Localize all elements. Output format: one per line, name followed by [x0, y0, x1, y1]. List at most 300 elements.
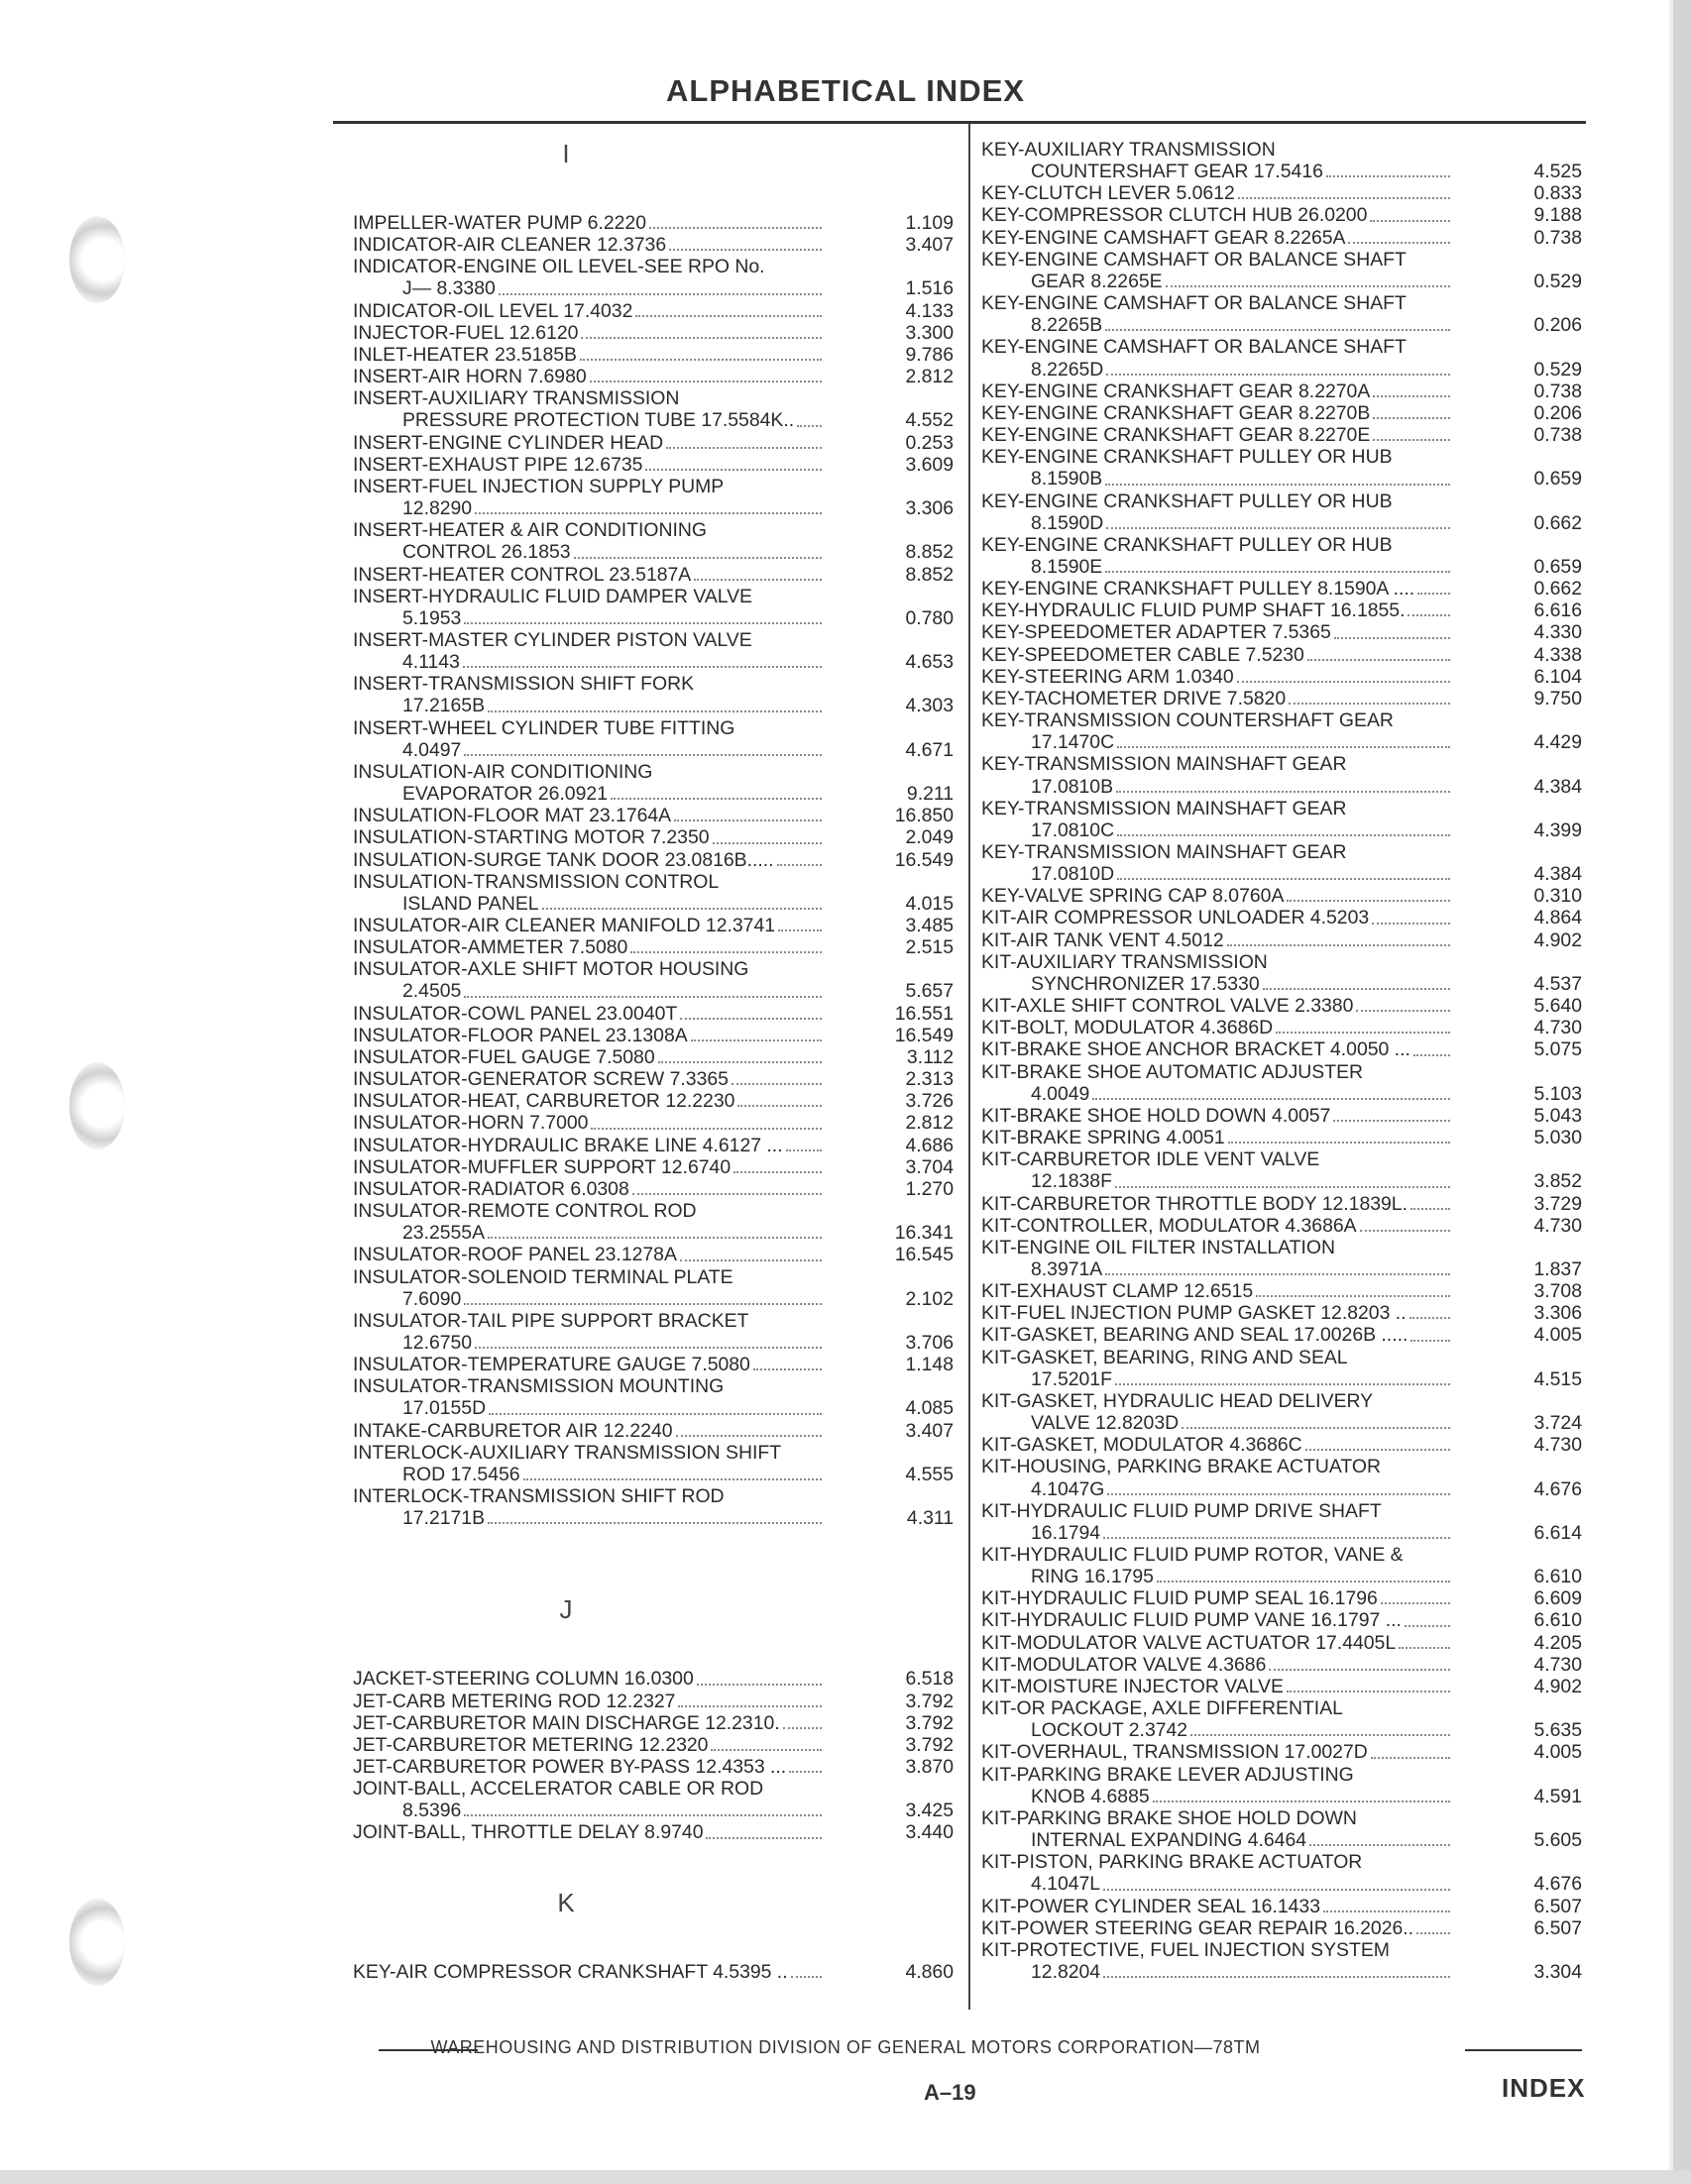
entry-text-box: [981, 1302, 1450, 1324]
dot-leader: [1309, 1844, 1450, 1846]
dot-leader: [464, 1814, 822, 1816]
entry-text: 23.2555A: [402, 1222, 486, 1245]
entry-reference: 3.870: [905, 1756, 954, 1778]
entry-text-box: [353, 1068, 822, 1090]
dot-leader: [1105, 484, 1450, 486]
index-entry: [353, 300, 954, 322]
entry-reference: 8.852: [905, 563, 954, 586]
entry-text: INSULATION-STARTING MOTOR 7.2350: [353, 826, 710, 849]
dot-leader: [797, 425, 822, 427]
dot-leader: [581, 337, 822, 339]
index-entry: [981, 1500, 1582, 1522]
entry-text: KEY-TRANSMISSION COUNTERSHAFT GEAR: [981, 710, 1394, 732]
entry-text-box: [353, 980, 822, 1002]
entry-reference: 2.515: [905, 936, 954, 959]
index-entry: [981, 556, 1582, 578]
index-entry: [981, 1676, 1582, 1697]
dot-leader: [475, 512, 822, 514]
entry-text-box: [981, 1829, 1450, 1851]
entry-text-box: [353, 1288, 822, 1310]
entry-text-box: [353, 1691, 822, 1712]
dot-leader: [635, 315, 822, 317]
entry-text-box: [353, 1485, 822, 1507]
dot-leader: [1409, 1317, 1450, 1319]
entry-reference: 3.609: [905, 453, 954, 476]
dot-leader: [669, 249, 822, 251]
entry-reference: 0.253: [905, 431, 954, 454]
entry-reference: 16.545: [894, 1244, 954, 1266]
index-entry: [353, 915, 954, 936]
entry-reference: 6.104: [1533, 665, 1582, 688]
dot-leader: [713, 842, 822, 844]
entry-text: KEY-TRANSMISSION MAINSHAFT GEAR: [981, 841, 1347, 863]
dot-leader: [1105, 1273, 1450, 1275]
index-entry: [353, 234, 954, 256]
entry-reference: 4.338: [1533, 643, 1582, 666]
index-entry: [353, 1003, 954, 1025]
entry-reference: 4.205: [1533, 1631, 1582, 1654]
entry-reference: 3.304: [1533, 1960, 1582, 1983]
dot-leader: [1103, 1537, 1450, 1539]
entry-text-box: [353, 1200, 822, 1222]
index-entry: [981, 424, 1582, 446]
entry-text-box: [353, 1266, 822, 1288]
entry-text: KIT-HYDRAULIC FLUID PUMP VANE 16.1797 ...: [981, 1609, 1402, 1632]
entry-text-box: [353, 893, 822, 915]
entry-text-box: [981, 1764, 1450, 1786]
dot-leader: [1237, 681, 1450, 683]
entry-text-box: [981, 600, 1450, 621]
index-entry: [981, 468, 1582, 490]
index-entry: [981, 578, 1582, 600]
index-entry: [353, 1778, 954, 1800]
entry-text-box: [981, 1170, 1450, 1192]
dot-leader: [1372, 923, 1450, 925]
entry-reference: 6.616: [1533, 600, 1582, 622]
entry-text-box: [353, 1778, 822, 1800]
entry-text: KIT-MODULATOR VALVE 4.3686: [981, 1653, 1267, 1676]
entry-text-box: [353, 958, 822, 980]
dot-leader: [1413, 1054, 1450, 1056]
entry-text-box: [353, 1420, 822, 1442]
index-entry: [353, 1756, 954, 1778]
dot-leader: [1238, 197, 1450, 199]
dot-leader: [1334, 637, 1450, 639]
entry-text: KEY-ENGINE CRANKSHAFT PULLEY OR HUB: [981, 490, 1393, 512]
entry-text: INJECTOR-FUEL 12.6120: [353, 321, 579, 344]
index-entry: [353, 1222, 954, 1244]
entry-text-box: [981, 1258, 1450, 1280]
entry-reference: 4.676: [1533, 1477, 1582, 1500]
entry-text: INTERNAL EXPANDING 4.6464: [1031, 1829, 1307, 1852]
index-entry: [981, 227, 1582, 249]
dot-leader: [1107, 1493, 1450, 1495]
index-entry: [981, 841, 1582, 863]
entry-reference: 3.440: [905, 1821, 954, 1844]
dot-leader: [574, 557, 822, 559]
dot-leader: [591, 1128, 822, 1130]
entry-reference: 16.549: [894, 848, 954, 871]
entry-reference: 1.109: [905, 212, 954, 234]
entry-text-box: [981, 819, 1450, 841]
entry-reference: 0.738: [1533, 226, 1582, 249]
entry-text: IMPELLER-WATER PUMP 6.2220: [353, 212, 646, 234]
entry-reference: 0.529: [1533, 270, 1582, 292]
entry-text: INSULATOR-FLOOR PANEL 23.1308A: [353, 1024, 688, 1046]
entry-text: ISLAND PANEL: [402, 892, 539, 915]
index-entry: [353, 1156, 954, 1178]
entry-reference: 16.549: [894, 1024, 954, 1046]
index-entry: [981, 1522, 1582, 1544]
index-entry: [981, 1193, 1582, 1215]
dot-leader: [1182, 1427, 1450, 1429]
entry-reference: 0.529: [1533, 358, 1582, 381]
entry-text-box: [353, 761, 822, 783]
entry-text-box: [981, 731, 1450, 753]
dot-leader: [464, 622, 822, 624]
entry-text: 8.1590B: [1031, 468, 1103, 491]
entry-text-box: [353, 1178, 822, 1200]
dot-leader: [706, 1837, 822, 1839]
entry-text: INSULATOR-HORN 7.7000: [353, 1112, 589, 1135]
dot-leader: [697, 1684, 822, 1686]
entry-reference: 4.005: [1533, 1741, 1582, 1764]
entry-text-box: [981, 621, 1450, 643]
entry-text: J— 8.3380: [402, 277, 496, 300]
index-entry: [353, 1442, 954, 1464]
entry-reference: 6.507: [1533, 1895, 1582, 1917]
entry-text: 4.0497: [402, 738, 462, 761]
index-entry: [981, 1917, 1582, 1939]
entry-text: KEY-ENGINE CAMSHAFT GEAR 8.2265A: [981, 226, 1346, 249]
entry-text: 5.1953: [402, 606, 462, 629]
entry-text-box: [981, 1719, 1450, 1741]
entry-text: KIT-PARKING BRAKE LEVER ADJUSTING: [981, 1763, 1354, 1786]
entry-text-box: [353, 1310, 822, 1332]
entry-text-box: [353, 1712, 822, 1734]
index-entry: [353, 607, 954, 629]
index-entry: [353, 1244, 954, 1265]
index-entry: [353, 1464, 954, 1485]
entry-reference: 4.676: [1533, 1873, 1582, 1896]
index-entry: [981, 1368, 1582, 1390]
index-entry: [353, 1375, 954, 1397]
entry-text-box: [353, 387, 822, 409]
entry-text: KIT-BRAKE SHOE ANCHOR BRACKET 4.0050 ...: [981, 1038, 1410, 1061]
entry-text: KIT-HYDRAULIC FLUID PUMP SEAL 16.1796: [981, 1587, 1378, 1610]
dot-leader: [1348, 242, 1450, 244]
index-entry: [981, 1764, 1582, 1786]
entry-text: INSERT-AUXILIARY TRANSMISSION: [353, 387, 680, 410]
entry-text: 16.1794: [1031, 1521, 1101, 1544]
section-letter-i: I: [562, 139, 570, 168]
entry-text: KEY-ENGINE CRANKSHAFT PULLEY OR HUB: [981, 533, 1393, 556]
entry-text-box: [981, 1851, 1450, 1873]
entry-text: KEY-COMPRESSOR CLUTCH HUB 26.0200: [981, 204, 1368, 227]
entry-reference: 3.792: [905, 1711, 954, 1734]
entry-text: INTERLOCK-TRANSMISSION SHIFT ROD: [353, 1485, 725, 1508]
entry-text-box: [981, 1237, 1450, 1258]
entry-text-box: [981, 1412, 1450, 1434]
index-entry: [981, 182, 1582, 204]
index-entry: [981, 819, 1582, 841]
dot-leader: [680, 1259, 822, 1261]
dot-leader: [1105, 571, 1450, 573]
entry-text: INTERLOCK-AUXILIARY TRANSMISSION SHIFT: [353, 1441, 782, 1464]
dot-leader: [1410, 1340, 1450, 1342]
entry-text-box: [353, 541, 822, 563]
entry-text: 2.4505: [402, 980, 462, 1003]
index-entry: [353, 1046, 954, 1068]
entry-text: INDICATOR-AIR CLEANER 12.3736: [353, 234, 667, 257]
index-entry: [353, 958, 954, 980]
entry-text-box: [981, 644, 1450, 666]
entry-text: INSULATION-TRANSMISSION CONTROL: [353, 870, 720, 893]
index-entry: [981, 512, 1582, 534]
entry-reference: 9.211: [906, 783, 954, 806]
entry-text: INDICATOR-OIL LEVEL 17.4032: [353, 299, 633, 322]
dot-leader: [711, 1749, 822, 1751]
index-entry: [353, 1668, 954, 1690]
index-entry: [353, 277, 954, 299]
entry-text-box: [981, 1500, 1450, 1522]
index-entry: [353, 387, 954, 409]
entry-reference: 5.640: [1533, 995, 1582, 1018]
entry-text-box: [353, 1046, 822, 1068]
index-entry: [353, 1397, 954, 1419]
entry-text: KIT-HOUSING, PARKING BRAKE ACTUATOR: [981, 1456, 1381, 1478]
entry-text-box: [981, 1917, 1450, 1939]
entry-reference: 6.610: [1533, 1566, 1582, 1588]
entry-text: KIT-BOLT, MODULATOR 4.3686D: [981, 1017, 1274, 1039]
index-entry: [981, 1258, 1582, 1280]
dot-leader: [1370, 220, 1450, 222]
index-list-i: [353, 212, 954, 1529]
entry-reference: 4.902: [1533, 1675, 1582, 1697]
entry-text-box: [353, 586, 822, 607]
dot-leader: [1227, 944, 1450, 946]
index-entry: [981, 863, 1582, 885]
entry-reference: 4.730: [1533, 1017, 1582, 1039]
entry-text-box: [981, 1390, 1450, 1412]
entry-text-box: [981, 359, 1450, 381]
entry-text: KIT-PROTECTIVE, FUEL INJECTION SYSTEM: [981, 1938, 1390, 1961]
entry-text: INSULATION-SURGE TANK DOOR 23.0816B.....: [353, 848, 774, 871]
footer-rule-right: [1465, 2049, 1582, 2051]
entry-text: KIT-BRAKE SHOE AUTOMATIC ADJUSTER: [981, 1060, 1364, 1083]
index-entry: [353, 1068, 954, 1090]
entry-text-box: [981, 578, 1450, 600]
entry-text: 4.0049: [1031, 1082, 1090, 1105]
entry-text-box: [981, 798, 1450, 819]
entry-text: INSULATOR-TEMPERATURE GAUGE 7.5080: [353, 1354, 750, 1376]
dot-leader: [1157, 1581, 1450, 1583]
index-list-k: [353, 1961, 954, 1983]
entry-text: 8.1590E: [1031, 555, 1103, 578]
dot-leader: [1326, 175, 1450, 177]
entry-reference: 5.635: [1533, 1719, 1582, 1742]
entry-reference: 0.659: [1533, 555, 1582, 578]
entry-text: PRESSURE PROTECTION TUBE 17.5584K..: [402, 409, 795, 432]
dot-leader: [1371, 1757, 1450, 1759]
dot-leader: [680, 1018, 822, 1020]
entry-text-box: [353, 1375, 822, 1397]
dot-leader: [1228, 1142, 1450, 1144]
entry-text: 4.1047L: [1031, 1873, 1101, 1896]
dot-leader: [1417, 593, 1450, 595]
index-entry: [981, 359, 1582, 381]
entry-reference: 2.049: [905, 826, 954, 849]
dot-leader: [542, 908, 822, 910]
dot-leader: [1289, 703, 1450, 705]
dot-leader: [676, 1435, 822, 1437]
entry-text: 7.6090: [402, 1287, 462, 1310]
index-list-k-continued: [981, 139, 1582, 1983]
entry-text: SYNCHRONIZER 17.5330: [1031, 972, 1260, 995]
entry-text: KIT-HYDRAULIC FLUID PUMP ROTOR, VANE &: [981, 1544, 1404, 1566]
entry-reference: 2.313: [905, 1068, 954, 1091]
entry-reference: 5.657: [905, 980, 954, 1003]
entry-text-box: [981, 1456, 1450, 1477]
index-entry: [981, 600, 1582, 621]
entry-text-box: [353, 564, 822, 586]
entry-text: INSULATOR-MUFFLER SUPPORT 12.6740: [353, 1155, 732, 1178]
entry-text: KIT-PISTON, PARKING BRAKE ACTUATOR: [981, 1851, 1363, 1874]
entry-text: KEY-TRANSMISSION MAINSHAFT GEAR: [981, 797, 1347, 819]
section-letter-j: J: [559, 1594, 573, 1625]
index-entry: [353, 1332, 954, 1354]
entry-text-box: [981, 1632, 1450, 1654]
entry-text: INSULATOR-TAIL PIPE SUPPORT BRACKET: [353, 1309, 749, 1332]
index-entry: [981, 666, 1582, 688]
entry-reference: 1.148: [905, 1354, 954, 1376]
entry-reference: 4.133: [905, 299, 954, 322]
entry-text-box: [981, 161, 1450, 182]
entry-text: KIT-EXHAUST CLAMP 12.6515: [981, 1280, 1254, 1303]
entry-text: KNOB 4.6885: [1031, 1785, 1150, 1807]
index-entry: [981, 314, 1582, 336]
index-entry: [353, 1691, 954, 1712]
entry-text-box: [353, 344, 822, 366]
entry-text: INSULATOR-HEAT, CARBURETOR 12.2230: [353, 1090, 735, 1113]
entry-text: KIT-CARBURETOR THROTTLE BODY 12.1839L.: [981, 1192, 1408, 1215]
entry-text-box: [353, 1800, 822, 1821]
dot-leader: [777, 864, 822, 866]
entry-text-box: [353, 1464, 822, 1485]
index-entry: [353, 629, 954, 651]
entry-text-box: [353, 1734, 822, 1756]
entry-text-box: [981, 424, 1450, 446]
dot-leader: [1360, 1230, 1450, 1232]
entry-text-box: [981, 271, 1450, 292]
index-entry: [353, 1821, 954, 1843]
entry-text: KIT-GASKET, BEARING, RING AND SEAL: [981, 1346, 1348, 1368]
entry-reference: 6.507: [1533, 1916, 1582, 1939]
entry-text: JOINT-BALL, THROTTLE DELAY 8.9740: [353, 1821, 704, 1844]
entry-text-box: [981, 1347, 1450, 1368]
entry-text-box: [353, 826, 822, 848]
entry-text-box: [981, 227, 1450, 249]
entry-reference: 4.730: [1533, 1214, 1582, 1237]
entry-text: KEY-HYDRAULIC FLUID PUMP SHAFT 16.1855.: [981, 600, 1406, 622]
entry-text: KIT-AXLE SHIFT CONTROL VALVE 2.3380: [981, 995, 1354, 1018]
index-entry: [981, 951, 1582, 973]
dot-leader: [1305, 1449, 1450, 1451]
dot-leader: [1103, 1976, 1450, 1978]
index-entry: [981, 491, 1582, 512]
dot-leader: [611, 798, 822, 800]
dot-leader: [783, 1727, 822, 1729]
entry-text: RING 16.1795: [1031, 1566, 1154, 1588]
entry-reference: 5.043: [1533, 1104, 1582, 1127]
entry-text-box: [981, 1061, 1450, 1083]
entry-text: INSULATION-AIR CONDITIONING: [353, 760, 653, 783]
entry-text: JOINT-BALL, ACCELERATOR CABLE OR ROD: [353, 1778, 764, 1801]
entry-text: KIT-GASKET, HYDRAULIC HEAD DELIVERY: [981, 1389, 1374, 1412]
index-entry: [981, 1390, 1582, 1412]
index-entry: [981, 1609, 1582, 1631]
entry-text-box: [981, 1478, 1450, 1500]
entry-text: KIT-POWER STEERING GEAR REPAIR 16.2026..: [981, 1916, 1414, 1939]
entry-reference: 3.112: [906, 1045, 954, 1068]
entry-reference: 2.812: [905, 1112, 954, 1135]
entry-text: INSERT-AIR HORN 7.6980: [353, 366, 587, 388]
entry-text: 17.0810C: [1031, 819, 1115, 841]
entry-reference: 16.341: [894, 1222, 954, 1245]
index-entry: [353, 1288, 954, 1310]
entry-text: INSULATOR-RADIATOR 6.0308: [353, 1177, 629, 1200]
dot-leader: [590, 381, 822, 382]
index-entry: [981, 336, 1582, 358]
entry-reference: 5.075: [1533, 1038, 1582, 1061]
index-entry: [353, 805, 954, 826]
index-entry: [981, 1961, 1582, 1983]
entry-reference: 3.792: [905, 1733, 954, 1756]
entry-reference: 3.306: [905, 497, 954, 520]
entry-text: KIT-PARKING BRAKE SHOE HOLD DOWN: [981, 1806, 1357, 1829]
dot-leader: [1405, 1625, 1450, 1627]
index-entry: [353, 1420, 954, 1442]
index-entry: [981, 381, 1582, 402]
entry-text: KIT-CARBURETOR IDLE VENT VALVE: [981, 1148, 1320, 1171]
entry-text: INSERT-HYDRAULIC FLUID DAMPER VALVE: [353, 585, 752, 607]
entry-text: KEY-ENGINE CAMSHAFT OR BALANCE SHAFT: [981, 336, 1407, 359]
index-entry: [981, 1896, 1582, 1917]
dot-leader: [1373, 395, 1450, 397]
index-entry: [981, 1544, 1582, 1566]
page-edge: [1669, 0, 1691, 2184]
entry-text-box: [353, 476, 822, 497]
entry-text: KIT-BRAKE SPRING 4.0051: [981, 1127, 1225, 1149]
entry-text: 8.3971A: [1031, 1257, 1103, 1280]
index-entry: [353, 1354, 954, 1375]
dot-leader: [464, 754, 822, 756]
entry-text: INSULATION-FLOOR MAT 23.1764A: [353, 805, 672, 827]
dot-leader: [678, 1705, 822, 1707]
entry-text: 17.2165B: [402, 695, 486, 717]
entry-reference: 9.750: [1533, 687, 1582, 710]
header-rule: [333, 121, 1586, 124]
binder-hole: [69, 216, 125, 303]
dot-leader: [733, 1171, 822, 1173]
entry-text: KIT-HYDRAULIC FLUID PUMP DRIVE SHAFT: [981, 1499, 1382, 1522]
entry-text: 12.1838F: [1031, 1170, 1112, 1193]
dot-leader: [666, 447, 822, 449]
entry-text-box: [981, 688, 1450, 710]
entry-text-box: [981, 1127, 1450, 1148]
entry-reference: 4.015: [905, 892, 954, 915]
entry-text-box: [353, 234, 822, 256]
